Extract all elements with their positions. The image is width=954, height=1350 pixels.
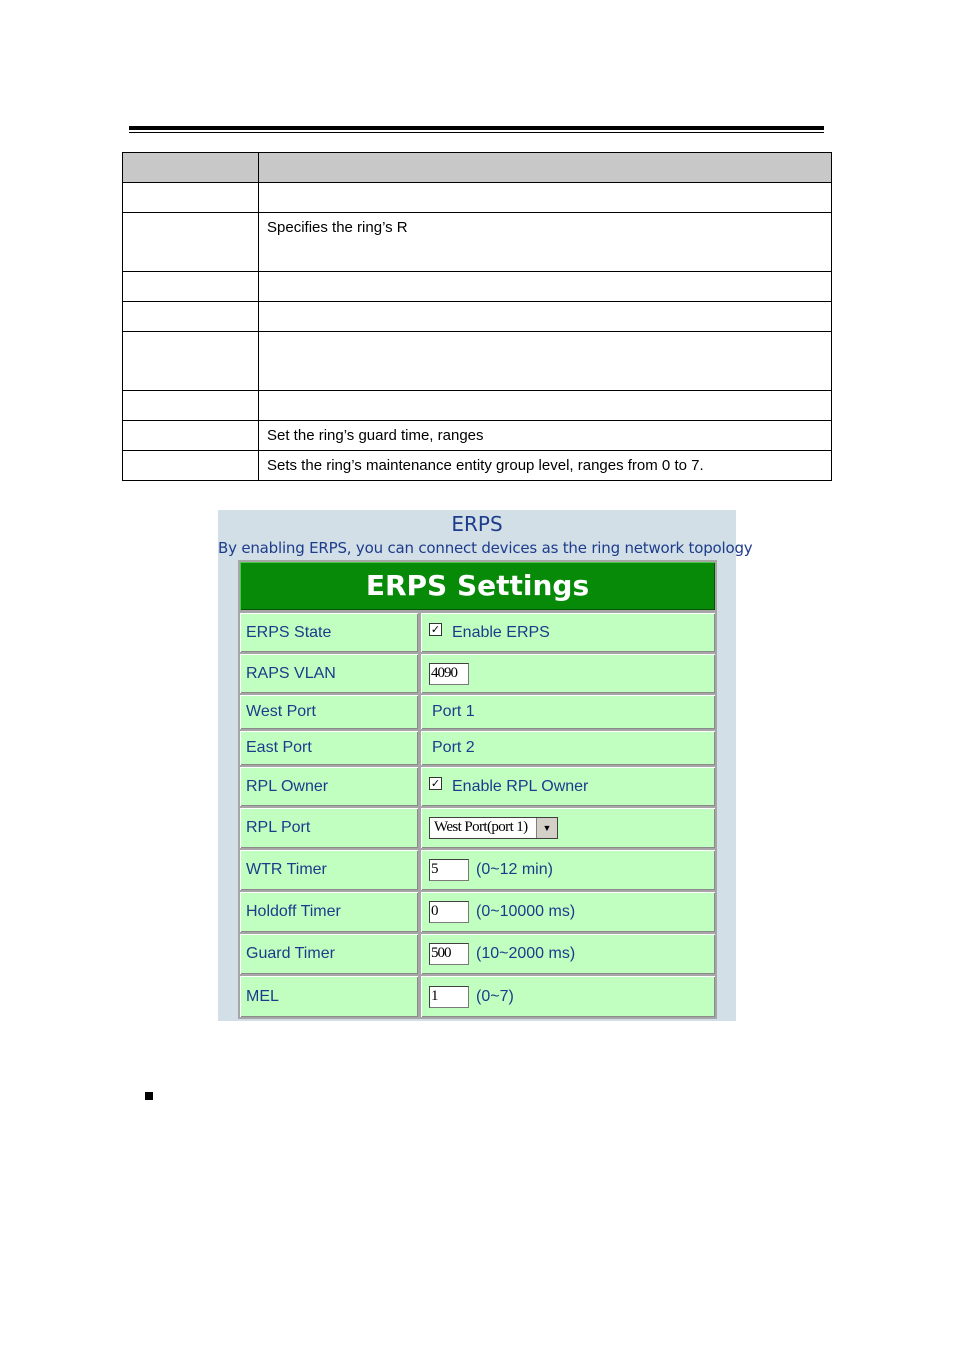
- table-cell: [123, 213, 259, 272]
- rpl-owner-label: RPL Owner: [240, 767, 418, 806]
- mel-label: MEL: [240, 976, 418, 1017]
- table-cell: [123, 451, 259, 481]
- row-holdoff-timer: [240, 892, 715, 932]
- table-cell: [259, 272, 832, 302]
- top-rule: [129, 126, 824, 133]
- table-row: [123, 213, 832, 272]
- table-cell: [259, 302, 832, 332]
- erps-screenshot-panel: [218, 510, 753, 1021]
- table-cell: [123, 421, 259, 451]
- parameter-description-table: [122, 152, 832, 481]
- table-cell: [123, 391, 259, 421]
- enable-rpl-owner-checkbox[interactable]: ✓: [430, 777, 441, 790]
- rpl-owner-value: [421, 767, 715, 806]
- table-cell: [259, 391, 832, 421]
- row-raps-vlan: [240, 654, 715, 693]
- guard-timer-label: Guard Timer: [240, 934, 418, 974]
- table-row: [123, 272, 832, 302]
- east-port-label: East Port: [240, 731, 418, 765]
- wtr-timer-range: (0~12 min): [476, 861, 553, 878]
- table-cell: [259, 183, 832, 213]
- rpl-port-select[interactable]: [429, 817, 558, 839]
- wtr-timer-input[interactable]: 5: [429, 859, 469, 881]
- table-row: [123, 332, 832, 391]
- holdoff-timer-label: Holdoff Timer: [240, 892, 418, 932]
- raps-vlan-input[interactable]: 4090: [429, 663, 469, 685]
- table-cell: Set the ring’s guard time, ranges: [259, 421, 832, 451]
- table-cell: [123, 302, 259, 332]
- erps-state-value: [421, 613, 715, 652]
- table-row: [123, 183, 832, 213]
- wtr-timer-label: WTR Timer: [240, 850, 418, 890]
- table-cell: [123, 183, 259, 213]
- erps-settings-table: [238, 560, 717, 1019]
- row-erps-state: [240, 613, 715, 652]
- guard-timer-input[interactable]: 500: [429, 943, 469, 965]
- erps-state-label: ERPS State: [240, 613, 418, 652]
- table-cell: [123, 272, 259, 302]
- table-row: [123, 451, 832, 481]
- guard-timer-range: (10~2000 ms): [476, 945, 576, 962]
- rpl-port-label: RPL Port: [240, 808, 418, 848]
- table-cell: Sets the ring’s maintenance entity group level, ranges from 0 to 7.: [259, 451, 832, 481]
- table-row: [123, 421, 832, 451]
- table-header-row: [123, 153, 832, 183]
- chevron-down-icon[interactable]: ▼: [536, 818, 557, 838]
- mel-value: [421, 976, 715, 1017]
- row-rpl-port: [240, 808, 715, 848]
- erps-title: ERPS: [451, 512, 503, 536]
- holdoff-timer-value: [421, 892, 715, 932]
- rpl-port-value: [421, 808, 715, 848]
- table-cell: [259, 153, 832, 183]
- raps-vlan-label: RAPS VLAN: [240, 654, 418, 693]
- table-cell: [259, 332, 832, 391]
- row-rpl-owner: [240, 767, 715, 806]
- west-port-value: Port 1: [421, 695, 715, 729]
- raps-vlan-value: [421, 654, 715, 693]
- table-row: [123, 302, 832, 332]
- erps-settings-heading: ERPS Settings: [240, 562, 715, 610]
- bullet-square-icon: [145, 1092, 153, 1100]
- east-port-value: Port 2: [421, 731, 715, 765]
- table-cell: [123, 153, 259, 183]
- row-wtr-timer: [240, 850, 715, 890]
- enable-rpl-owner-label: Enable RPL Owner: [452, 777, 589, 795]
- table-cell: [123, 332, 259, 391]
- erps-subtitle: By enabling ERPS, you can connect devices as the ring network topology: [218, 539, 753, 557]
- wtr-timer-value: [421, 850, 715, 890]
- row-east-port: [240, 731, 715, 765]
- mel-range: (0~7): [476, 987, 514, 1005]
- holdoff-timer-input[interactable]: 0: [429, 901, 469, 923]
- west-port-label: West Port: [240, 695, 418, 729]
- table-cell: Specifies the ring’s R: [259, 213, 832, 272]
- mel-input[interactable]: 1: [429, 986, 469, 1008]
- enable-erps-label: Enable ERPS: [452, 623, 550, 641]
- row-guard-timer: [240, 934, 715, 974]
- row-mel: [240, 976, 715, 1017]
- table-row: [123, 391, 832, 421]
- guard-timer-value: [421, 934, 715, 974]
- enable-erps-checkbox[interactable]: ✓: [430, 623, 441, 636]
- holdoff-timer-range: (0~10000 ms): [476, 903, 576, 920]
- rpl-port-selected: West Port(port 1): [434, 819, 528, 835]
- row-west-port: [240, 695, 715, 729]
